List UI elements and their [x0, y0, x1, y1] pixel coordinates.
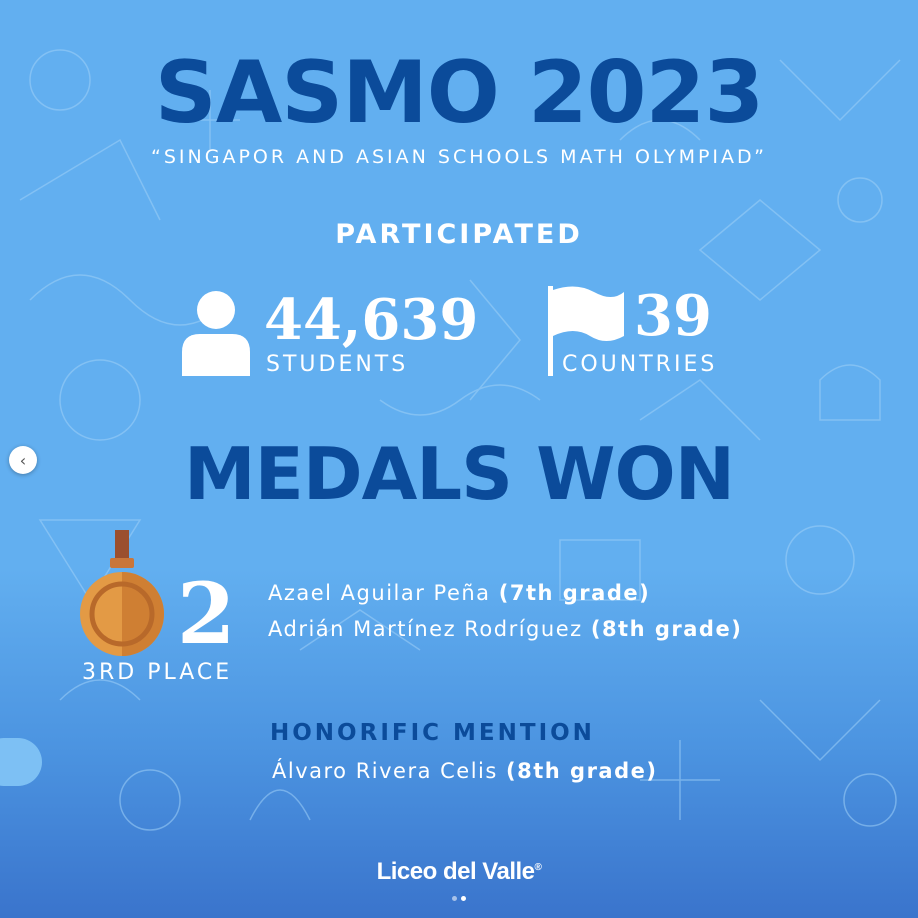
winner-name: Azael Aguilar Peña: [268, 581, 491, 605]
bronze-medal-icon: [76, 528, 168, 658]
registered-mark: ®: [534, 862, 542, 873]
medals-heading: MEDALS WON: [183, 432, 734, 516]
students-count: 44,639: [264, 287, 479, 353]
students-label: STUDENTS: [266, 352, 409, 377]
carousel-dots: [0, 896, 918, 901]
logo-text: Liceo del Valle: [376, 858, 535, 885]
third-place-label: 3RD PLACE: [82, 660, 233, 685]
honorific-item: [272, 759, 657, 783]
carousel-prev-button[interactable]: [9, 446, 37, 474]
countries-label: COUNTRIES: [562, 352, 718, 377]
winner-grade: (8th grade): [590, 617, 743, 641]
school-logo: [0, 858, 918, 886]
countries-count: 39: [634, 283, 712, 349]
honorific-grade: (8th grade): [506, 759, 658, 783]
carousel-dot-active[interactable]: [461, 896, 466, 901]
page-title: SASMO 2023: [154, 43, 764, 143]
honorific-name: Álvaro Rivera Celis: [272, 759, 498, 783]
third-place-count: 2: [177, 564, 236, 663]
winner-name: Adrián Martínez Rodríguez: [268, 617, 583, 641]
honorific-heading: HONORIFIC MENTION: [270, 720, 595, 746]
winner-item: [268, 617, 742, 641]
winner-grade: (7th grade): [498, 581, 651, 605]
winner-item: [268, 581, 650, 605]
page-subtitle: “SINGAPOR AND ASIAN SCHOOLS MATH OLYMPIAD”: [151, 146, 767, 168]
person-icon: [180, 290, 252, 376]
carousel-dot[interactable]: [452, 896, 457, 901]
participated-heading: PARTICIPATED: [335, 219, 583, 250]
chevron-left-icon: ‹: [19, 450, 27, 470]
